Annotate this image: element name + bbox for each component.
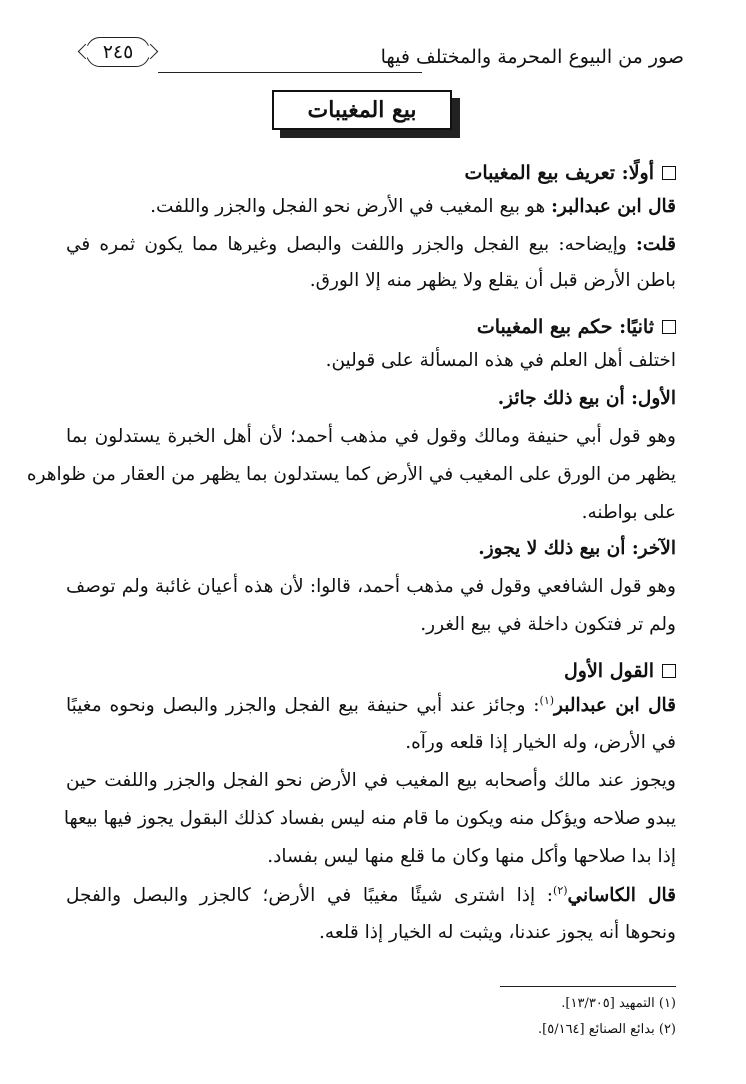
quote-text: هو بيع المغيب في الأرض نحو الفجل والجزر واللفت. <box>150 196 552 217</box>
text-run: : وجائز عند أبي حنيفة بيع الفجل والجزر والبصل ونحوه مغيبًا <box>66 695 540 717</box>
section-title: بيع المغيبات <box>272 90 452 130</box>
header-rule <box>158 72 422 73</box>
footnote: (٢) بدائع الصنائع [٥/١٦٤]. <box>538 1022 676 1037</box>
footnote-ref: (١) <box>539 694 555 707</box>
paragraph-explanation-line <box>66 234 676 255</box>
paragraph-line: إذا بدا صلاحها وأكل منها وكان ما قلع منها ليس بفساد. <box>267 846 676 867</box>
paragraph-line: في الأرض، وله الخيار إذا قلعه ورآه. <box>405 732 676 753</box>
quote-label: قال ابن عبدالبر: <box>551 196 676 217</box>
opinion-title: الآخر: أن بيع ذلك لا يجوز. <box>478 538 676 559</box>
heading-definition <box>464 162 676 184</box>
quote-label: قلت: <box>636 234 676 255</box>
paragraph-line: ونحوها أنه يجوز عندنا، ويثبت له الخيار إذا قلعه. <box>319 922 676 943</box>
paragraph-line <box>66 694 676 716</box>
paragraph-line: يظهر من الورق على المغيب في الأرض كما يستدلون بما يظهر من العقار من ظواهره <box>26 464 676 485</box>
paragraph-line: ويجوز عند مالك وأصحابه بيع المغيب في الأرض نحو الفجل والجزر واللفت حين <box>66 770 676 791</box>
page-number: ٢٤٥ <box>86 37 150 67</box>
quote-label: قال ابن عبدالبر <box>554 695 676 717</box>
paragraph-definition <box>150 196 676 217</box>
heading-text: القول الأول <box>563 660 654 682</box>
paragraph-line: يبدو صلاحه ويؤكل منه ويكون ما قام منه ليس بفساد كذلك البقول يجوز فيها بيعها <box>63 808 676 829</box>
quote-label: قال الكاساني <box>567 885 676 907</box>
heading-text: أولًا: تعريف بيع المغيبات <box>464 162 654 184</box>
footnote-rule <box>500 986 676 987</box>
paragraph-line: على بواطنه. <box>581 502 676 523</box>
paragraph-line <box>66 884 676 906</box>
text-run: : إذا اشترى شيئًا مغيبًا في الأرض؛ كالجزر والبصل والفجل <box>66 885 554 907</box>
heading-ruling <box>477 316 676 338</box>
running-header <box>70 30 684 74</box>
footnote-ref: (٢) <box>553 884 568 897</box>
text-run: وإيضاحه: بيع الفجل والجزر واللفت والبصل وغيرها مما يكون ثمره في <box>66 234 637 255</box>
opinion-title: الأول: أن بيع ذلك جائز. <box>497 388 676 409</box>
paragraph-line: وهو قول أبي حنيفة ومالك وقول في مذهب أحمد؛ لأن أهل الخبرة يستدلون بما <box>66 426 676 447</box>
checkbox-icon <box>662 166 676 180</box>
heading-text: ثانيًا: حكم بيع المغيبات <box>476 316 654 338</box>
paragraph-intro: اختلف أهل العلم في هذه المسألة على قولين. <box>325 350 676 371</box>
header-title: صور من البيوع المحرمة والمختلف فيها <box>380 46 684 68</box>
section-title-frame <box>272 90 462 138</box>
heading-first-opinion <box>564 660 676 682</box>
paragraph-explanation-line: باطن الأرض قبل أن يقلع ولا يظهر منه إلا الورق. <box>309 270 676 291</box>
footnote: (١) التمهيد [١٣/٣٠٥]. <box>561 996 676 1011</box>
paragraph-line: ولم تر فتكون داخلة في بيع الغرر. <box>420 614 676 635</box>
checkbox-icon <box>662 320 676 334</box>
checkbox-icon <box>662 664 676 678</box>
paragraph-line: وهو قول الشافعي وقول في مذهب أحمد، قالوا: لأن هذه أعيان غائبة ولم توصف <box>66 576 676 597</box>
